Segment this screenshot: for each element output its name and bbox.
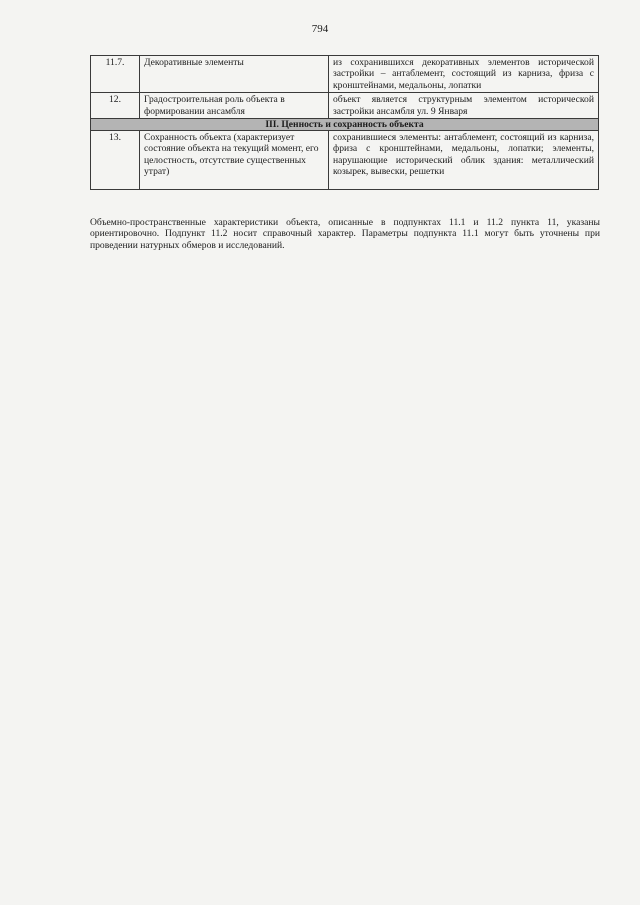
row-name: Градостроительная роль объекта в формировании ансамбля bbox=[140, 93, 329, 119]
footnote-paragraph: Объемно-пространственные характеристики объекта, описанные в подпунктах 11.1 и 11.2 пункта 11, указаны ориентировочно. Подпункт 11.2 носит справочный характер. Параметры подпункта 11.1 могут быть уточнены при проведении натурных обмеров и исследований. bbox=[90, 216, 600, 251]
row-description: сохранившиеся элементы: антаблемент, состоящий из карниза, фриза с кронштейнами, медальоны, лопатки; элементы, нарушающие исторический облик здания: металлический козырек, вывески, решетки bbox=[329, 131, 599, 190]
section-header-row bbox=[91, 119, 599, 131]
row-number: 13. bbox=[91, 131, 140, 190]
table-row bbox=[91, 93, 599, 119]
row-name: Сохранность объекта (характеризует состояние объекта на текущий момент, его целостность, отсутствие существенных утрат) bbox=[140, 131, 329, 190]
characteristics-table bbox=[90, 55, 599, 190]
row-description: объект является структурным элементом исторической застройки ансамбля ул. 9 Января bbox=[329, 93, 599, 119]
row-description: из сохранившихся декоративных элементов исторической застройки – антаблемент, состоящий из карниза, фриза с кронштейнами, медальоны, лопатки bbox=[329, 56, 599, 93]
row-name: Декоративные элементы bbox=[140, 56, 329, 93]
section-title: III. Ценность и сохранность объекта bbox=[91, 119, 599, 131]
row-number: 12. bbox=[91, 93, 140, 119]
table-row bbox=[91, 56, 599, 93]
page-number: 794 bbox=[311, 23, 329, 35]
row-number: 11.7. bbox=[91, 56, 140, 93]
table-row bbox=[91, 131, 599, 190]
